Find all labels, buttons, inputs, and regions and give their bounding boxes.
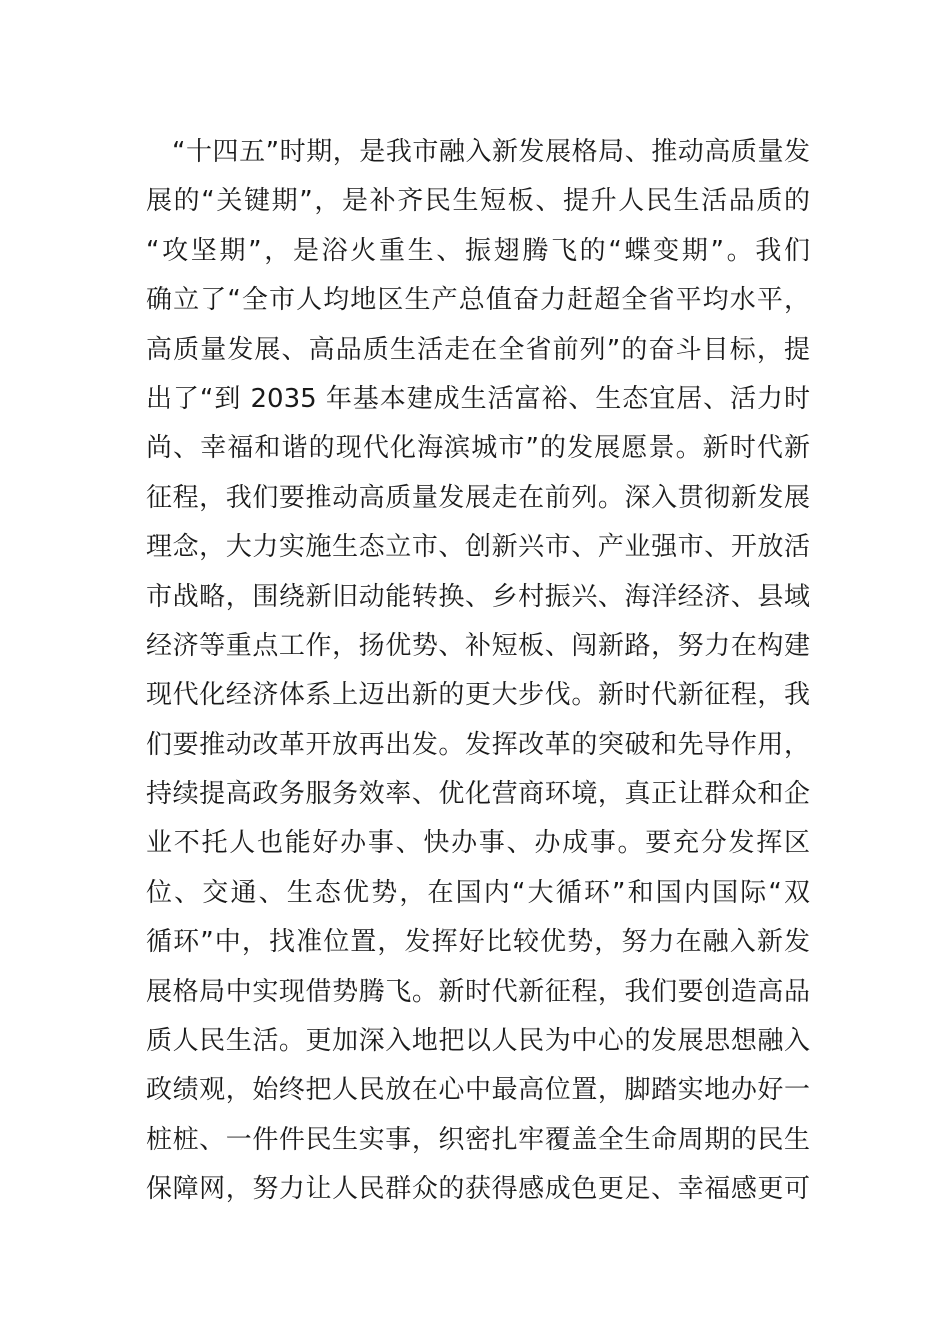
text-line: “十四五”时期，是我市融入新发展格局、推动高质量发 (172, 137, 810, 167)
text-line: 展格局中实现借势腾飞。新时代新征程，我们要创造高品 (146, 976, 810, 1007)
text-line: 政绩观，始终把人民放在心中最高位置，脚踏实地办好一 (146, 1075, 810, 1106)
text-line: 持续提高政务服务效率、优化营商环境，真正让群众和企 (146, 779, 810, 810)
text-line: 们要推动改革开放再出发。发挥改革的突破和先导作用， (146, 729, 810, 760)
text-line: 尚、幸福和谐的现代化海滨城市”的发展愿景。新时代新 (146, 433, 810, 464)
text-line: 市战略，围绕新旧动能转换、乡村振兴、海洋经济、县域 (146, 581, 810, 612)
text-line: 现代化经济体系上迈出新的更大步伐。新时代新征程，我 (146, 680, 810, 711)
text-line: 质人民生活。更加深入地把以人民为中心的发展思想融入 (146, 1026, 810, 1057)
text-line: 保障网，努力让人民群众的获得感成色更足、幸福感更可 (146, 1174, 810, 1205)
text-line: 征程，我们要推动高质量发展走在前列。深入贯彻新发展 (146, 482, 810, 513)
text-line: 经济等重点工作，扬优势、补短板、闯新路，努力在构建 (146, 630, 810, 661)
text-line: “攻坚期”，是浴火重生、振翅腾飞的“蝶变期”。我们 (146, 235, 810, 266)
text-line: 确立了“全市人均地区生产总值奋力赶超全省平均水平， (146, 285, 810, 316)
text-line: 业不托人也能好办事、快办事、办成事。要充分发挥区 (146, 828, 810, 859)
text-line: 位、交通、生态优势，在国内“大循环”和国内国际“双 (146, 877, 810, 908)
text-line: 展的“关键期”，是补齐民生短板、提升人民生活品质的 (146, 186, 810, 217)
body-paragraph (146, 128, 810, 1215)
text-line: 出了“到 2035 年基本建成生活富裕、生态宜居、活力时 (146, 383, 810, 414)
text-line: 理念，大力实施生态立市、创新兴市、产业强市、开放活 (146, 532, 810, 563)
text-line: 高质量发展、高品质生活走在全省前列”的奋斗目标，提 (146, 334, 810, 365)
text-line: 桩桩、一件件民生实事，织密扎牢覆盖全生命周期的民生 (146, 1124, 810, 1155)
text-line: 循环”中，找准位置，发挥好比较优势，努力在融入新发 (146, 927, 810, 958)
